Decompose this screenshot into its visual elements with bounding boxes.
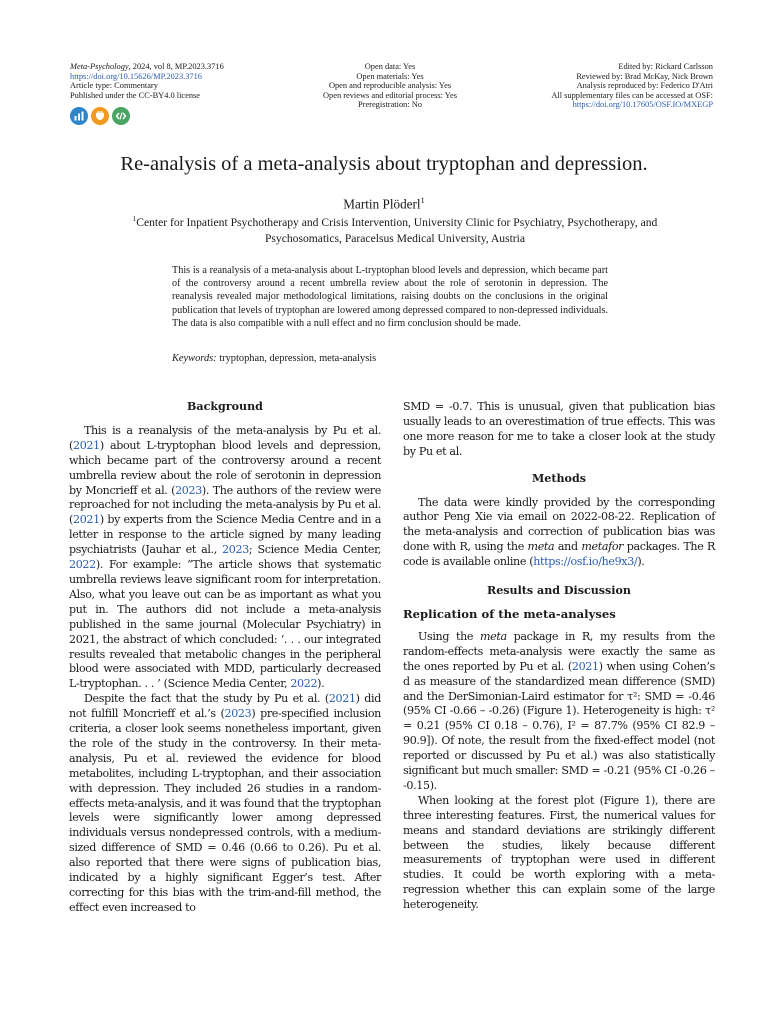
background-continued: SMD = -0.7. This is unusual, given that publication bias usually leads to an overestimation of true effects. This was one more reason for me to take a closer look at the study by Pu et al. — [403, 400, 715, 458]
text-run: τ²: SMD = -0.46 (95% CI -0.66 – -0.26) (Figure 1). Heterogeneity is high: τ² = 0.21 (95% CI 0.18 – 0.76), I² = 87.7% (95% CI 82.9 – 90.9]). Of note, the result from the fixed-effect model (not reported or discussed by Pu et al.) was also statistically significant but much smaller: SMD = -0.21 (95% CI -0.26 – -0.15). — [403, 689, 715, 792]
citation-link[interactable]: 2023 — [222, 543, 249, 557]
text-run: ). — [637, 555, 645, 569]
text-run: Despite the fact that the study by Pu et al. ( — [84, 692, 329, 706]
citation-link[interactable]: 2023 — [224, 707, 252, 721]
affiliation-line-1 — [70, 211, 720, 231]
supplementary-note: All supplementary files can be accessed at OSF: — [551, 90, 713, 100]
reproduced-by: Analysis reproduced by: Federico D'Atri — [576, 81, 713, 91]
package-name: meta — [527, 540, 555, 554]
text-run: ). The authors of the review were reproached for not including the meta-analysis by Pu et al. ( — [69, 483, 381, 527]
journal-line — [70, 62, 224, 72]
background-heading: Background — [187, 400, 263, 413]
affiliation-text-1: Center for Inpatient Psychotherapy and Crisis Intervention, University Clinic for Psychiatry, Psychotherapy, and — [136, 215, 658, 229]
methods-heading: Methods — [532, 471, 586, 485]
article-type: Article type: Commentary — [70, 81, 158, 91]
journal-name: Meta-Psychology — [70, 62, 129, 71]
text-run: ; Science Media Center, — [248, 543, 381, 557]
text-run: This is a reanalysis of the meta-analysis by Pu et al. ( — [69, 423, 381, 452]
keywords-label: Keywords: — [172, 353, 217, 364]
journal-issue: , 2024, vol 8, MP.2023.3716 — [128, 62, 224, 71]
citation-link[interactable]: 2022 — [290, 677, 318, 691]
text-run: Using the — [418, 629, 480, 643]
open-analysis-status: Open and reproducible analysis: Yes — [328, 81, 452, 91]
results-paragraph-2: When looking at the forest plot (Figure 1), there are three interesting features. First, the numerical values for means and standard deviations are strikingly different between the studies, likely because different measurements of tryptophan were used in different studies. It could be worth exploring with a meta-regression whether this can explain some of the large heterogeneity. — [403, 793, 715, 912]
open-reviews-status: Open reviews and editorial process: Yes — [323, 90, 457, 100]
open-code-badge-icon — [112, 107, 130, 125]
edited-by: Edited by: Rickard Carlsson — [618, 62, 713, 71]
affiliation-line-2: Psychosomatics, Paracelsus Medical University, Austria — [264, 231, 526, 245]
open-data-badge-icon — [70, 107, 88, 125]
open-materials-badge-icon — [91, 107, 109, 125]
keywords — [172, 353, 376, 364]
citation-link[interactable]: 2021 — [571, 659, 599, 673]
package-name: meta — [479, 629, 507, 643]
abstract: This is a reanalysis of a meta-analysis about L-tryptophan blood levels and depression, which became part of the controversy around a recent umbrella review about the role of serotonin in depression. The reanalysis revealed major methodological limitations, raising doubts on the conclusions in the original publication that levels of tryptophan are lowered among depressed compared to non-depressed individuals. The data is also compatible with a null effect and no firm conclusion should be made. — [172, 265, 608, 329]
author-name: Martin Plöderl — [343, 196, 421, 212]
open-science-badges — [70, 107, 130, 125]
header-left — [70, 62, 224, 100]
citation-link[interactable]: 2021 — [72, 438, 100, 452]
osf-code-link[interactable]: https://osf.io/he9x3/ — [533, 555, 638, 569]
open-materials-status: Open materials: Yes — [356, 71, 424, 81]
left-column — [69, 400, 381, 916]
paper-title: Re-analysis of a meta-analysis about tryptophan and depression. — [120, 153, 648, 175]
text-run: ) did not fulfill Moncrieff et al.’s ( — [69, 692, 382, 721]
open-data-status: Open data: Yes — [364, 62, 416, 71]
affiliation-sup: 1 — [132, 215, 137, 223]
keywords-text: tryptophan, depression, meta-analysis — [219, 353, 377, 364]
text-run: ) pre-specified inclusion criteria, a closer look seems nonetheless important, given the role of the study in the controversy. In their meta-analysis, Pu et al. reviewed the evidence for blood metabolites, including L-tryptophan, and their association with depression. They included 26 studies in a random-effects meta-analysis, and it was found that the tryptophan levels were significantly lower among depressed individuals versus nondepressed controls, with a medium-sized difference of SMD = 0.46 (0.66 to 0.26). Pu et al. also reported that there were signs of publication bias, indicated by a highly significant Egger’s test. After correcting for this bias with the trim-and-fill method, the effect even increased to — [69, 707, 381, 914]
affiliation — [70, 211, 720, 247]
osf-link[interactable]: https://doi.org/10.17605/OSF.IO/MXEGP — [572, 100, 713, 110]
package-name: metafor — [581, 540, 624, 554]
text-run: and — [554, 540, 582, 554]
results-heading: Results and Discussion — [487, 584, 631, 598]
preregistration-status: Preregistration: No — [358, 100, 422, 110]
doi-link[interactable]: https://doi.org/10.15626/MP.2023.3716 — [70, 71, 202, 81]
results-paragraph-1 — [403, 630, 715, 794]
text-run: ) about L-tryptophan blood levels and depression, which became part of the controversy around a recent umbrella review about the role of serotonin in depression by Moncrieff et al. ( — [69, 438, 381, 497]
header-middle — [300, 62, 480, 110]
methods-paragraph — [403, 496, 715, 571]
text-run: ). — [317, 677, 325, 691]
text-run: ) by experts from the Science Media Centre and in a letter in response to the article signed by many leading psychiatrists (Jauhar et al., — [69, 513, 381, 557]
replication-heading: Replication of the meta-analyses — [403, 606, 616, 621]
background-paragraph-2 — [69, 692, 381, 916]
background-paragraph-1 — [69, 424, 381, 692]
author-line — [40, 196, 728, 212]
text-run: ). For example: “The article shows that systematic umbrella reviews leave significant room for interpretation. Also, what you leave out can be as important as what you put in. The authors did not include a meta-analysis published in the same journal (Molecular Psychiatry) in 2021, the abstract of which concluded: ‘. . . our integrated results revealed that metabolic changes in the peripheral blood were associated with MDD, particularly decreased L-tryptophan. . . ’ (Science Media Center, — [69, 558, 381, 691]
author-sup: 1 — [420, 196, 425, 205]
reviewed-by: Reviewed by: Brad McKay, Nick Brown — [576, 71, 713, 81]
citation-link[interactable]: 2022 — [69, 558, 96, 572]
citation-link[interactable]: 2021 — [72, 513, 100, 527]
text-run: ) when using Cohen’s d as measure of the standardized mean difference (SMD) and the DerSimonian-Laird estimator for — [403, 659, 715, 703]
license-text: Published under the CC-BY4.0 license — [70, 90, 201, 100]
header-right — [551, 62, 713, 110]
text-run: package in R, my results from the random-effects meta-analysis were exactly the same as the ones reported by Pu et al. ( — [403, 629, 715, 673]
text-run: packages. The R code is available online ( — [403, 540, 716, 569]
text-run: The data were kindly provided by the corresponding author Peng Xie via email on 2022-08-22. Replication of the meta-analysis and correction of publication bias was done with R, using the — [403, 495, 715, 554]
citation-link[interactable]: 2021 — [328, 692, 356, 706]
citation-link[interactable]: 2023 — [175, 483, 202, 497]
right-column — [403, 400, 715, 913]
